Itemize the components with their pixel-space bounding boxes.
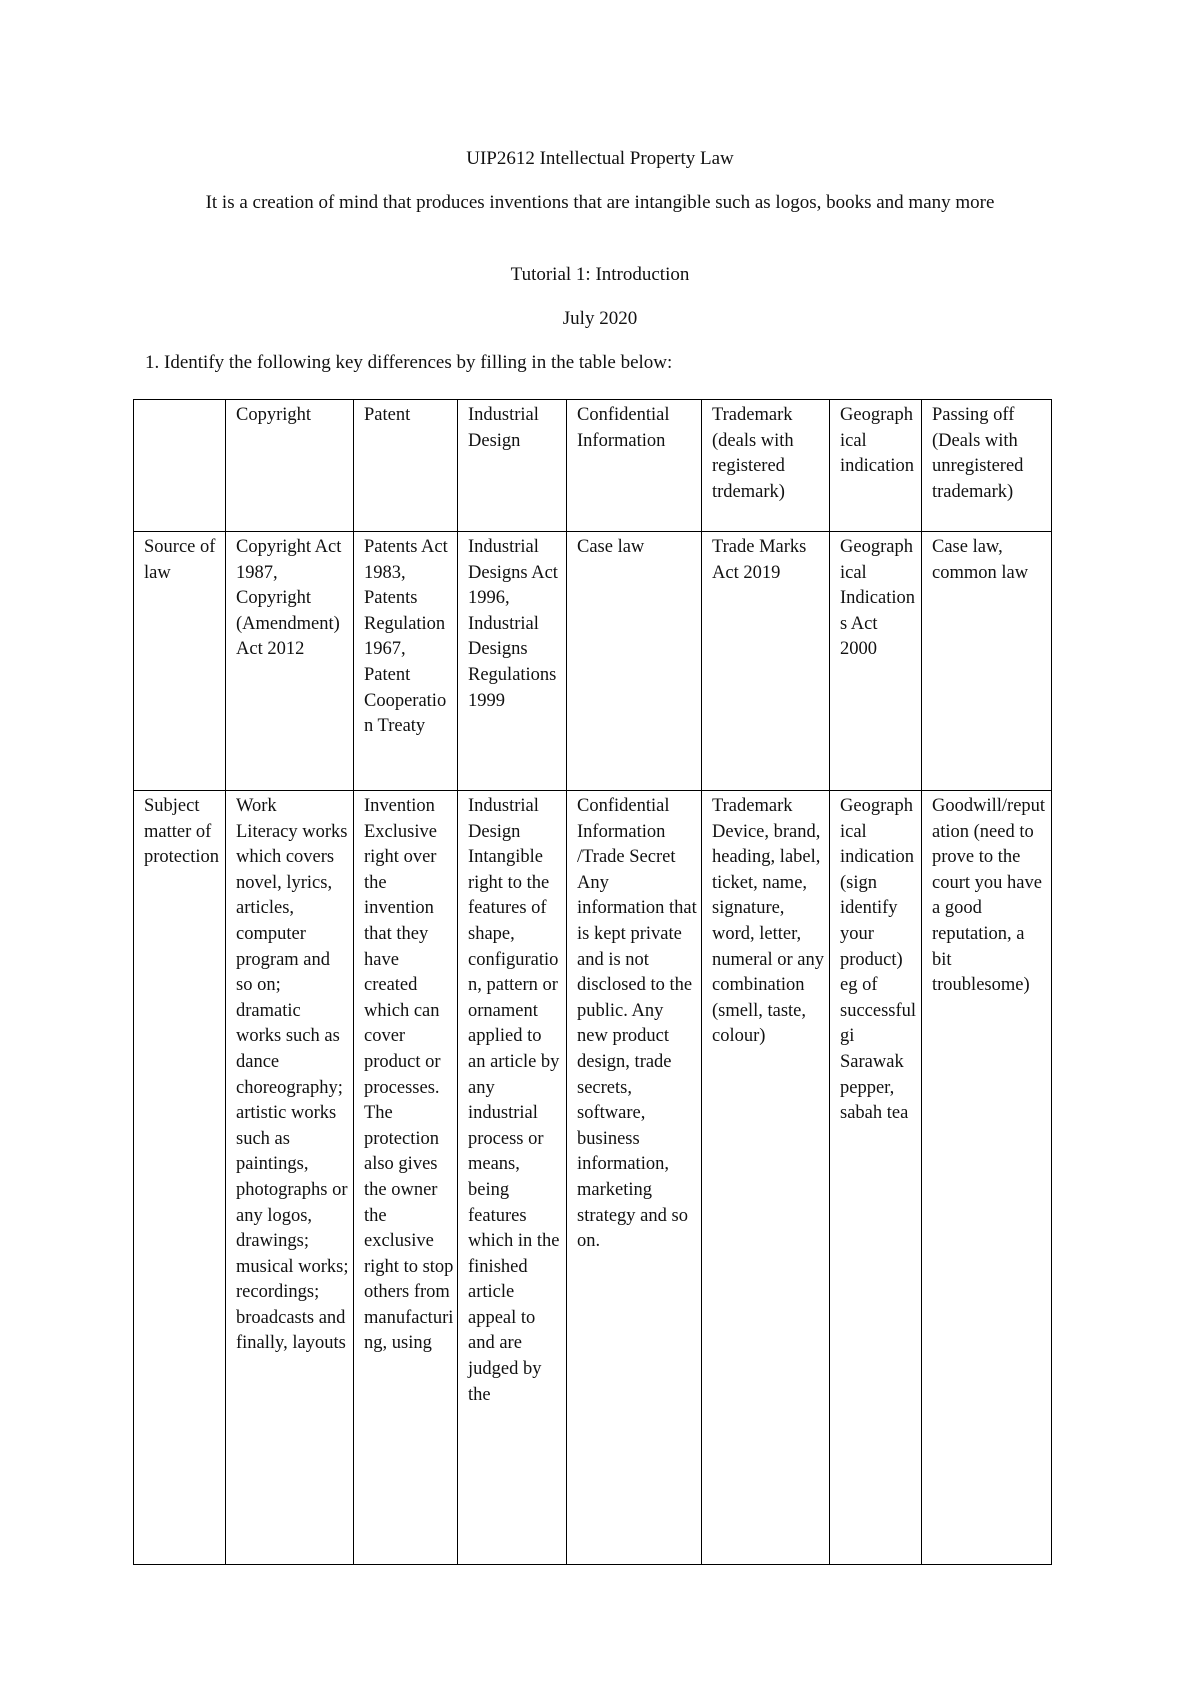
comparison-table-container bbox=[133, 399, 1052, 1565]
subject-patent-cell: Invention Exclusive right over the invention that they have created which can cover product or processes. The protection also gives the owner the exclusive right to stop others from manufacturing, using bbox=[354, 791, 458, 1565]
row-label-source-of-law: Source of law bbox=[134, 532, 226, 791]
table-row-subject-matter bbox=[134, 791, 1052, 1565]
header-cell-empty bbox=[134, 400, 226, 532]
subject-geographical-indication-cell: Geographical indication (sign identify your product) eg of successful gi Sarawak pepper, sabah tea bbox=[830, 791, 922, 1565]
subject-trademark-cell: Trademark Device, brand, heading, label, ticket, name, signature, word, letter, numeral or any combination (smell, taste, colour) bbox=[702, 791, 830, 1565]
source-passing-off-cell: Case law, common law bbox=[922, 532, 1052, 791]
source-trademark-cell: Trade Marks Act 2019 bbox=[702, 532, 830, 791]
subject-copyright-cell: Work Literacy works which covers novel, lyrics, articles, computer program and so on; dramatic works such as dance choreography; artistic works such as paintings, photographs or any logos, drawings; musical works; recordings; broadcasts and finally, layouts bbox=[226, 791, 354, 1565]
table-row-source-of-law bbox=[134, 532, 1052, 791]
document-description: It is a creation of mind that produces inventions that are intangible such as logos, books and many more bbox=[205, 192, 995, 213]
comparison-table bbox=[133, 399, 1052, 1565]
source-patent-cell: Patents Act 1983, Patents Regulation 1967, Patent Cooperation Treaty bbox=[354, 532, 458, 791]
source-copyright-cell: Copyright Act 1987, Copyright (Amendment) Act 2012 bbox=[226, 532, 354, 791]
table-header-row bbox=[134, 400, 1052, 532]
header-cell-patent: Patent bbox=[354, 400, 458, 532]
source-confidential-information-cell: Case law bbox=[567, 532, 702, 791]
document-date: July 2020 bbox=[562, 308, 638, 329]
row-label-subject-matter: Subject matter of protection bbox=[134, 791, 226, 1565]
header-cell-trademark: Trademark (deals with registered trdemark) bbox=[702, 400, 830, 532]
subject-confidential-information-cell: Confidential Information /Trade Secret Any information that is kept private and is not disclosed to the public. Any new product design, trade secrets, software, business information, marketing strategy and so on. bbox=[567, 791, 702, 1565]
subject-passing-off-cell: Goodwill/reputation (need to prove to the court you have a good reputation, a bit troublesome) bbox=[922, 791, 1052, 1565]
tutorial-heading: Tutorial 1: Introduction bbox=[510, 264, 690, 285]
header-cell-copyright: Copyright bbox=[226, 400, 354, 532]
source-geographical-indication-cell: Geographical Indications Act 2000 bbox=[830, 532, 922, 791]
question-text: 1. Identify the following key differences by filling in the table below: bbox=[145, 352, 673, 373]
source-industrial-design-cell: Industrial Designs Act 1996, Industrial Designs Regulations 1999 bbox=[458, 532, 567, 791]
header-cell-confidential-information: Confidential Information bbox=[567, 400, 702, 532]
header-cell-industrial-design: Industrial Design bbox=[458, 400, 567, 532]
header-cell-geographical-indication: Geographical indication bbox=[830, 400, 922, 532]
header-cell-passing-off: Passing off (Deals with unregistered trademark) bbox=[922, 400, 1052, 532]
subject-industrial-design-cell: Industrial Design Intangible right to the features of shape, configuration, pattern or ornament applied to an article by any industrial process or means, being features which in the finished article appeal to and are judged by the bbox=[458, 791, 567, 1565]
document-title: UIP2612 Intellectual Property Law bbox=[466, 148, 734, 169]
